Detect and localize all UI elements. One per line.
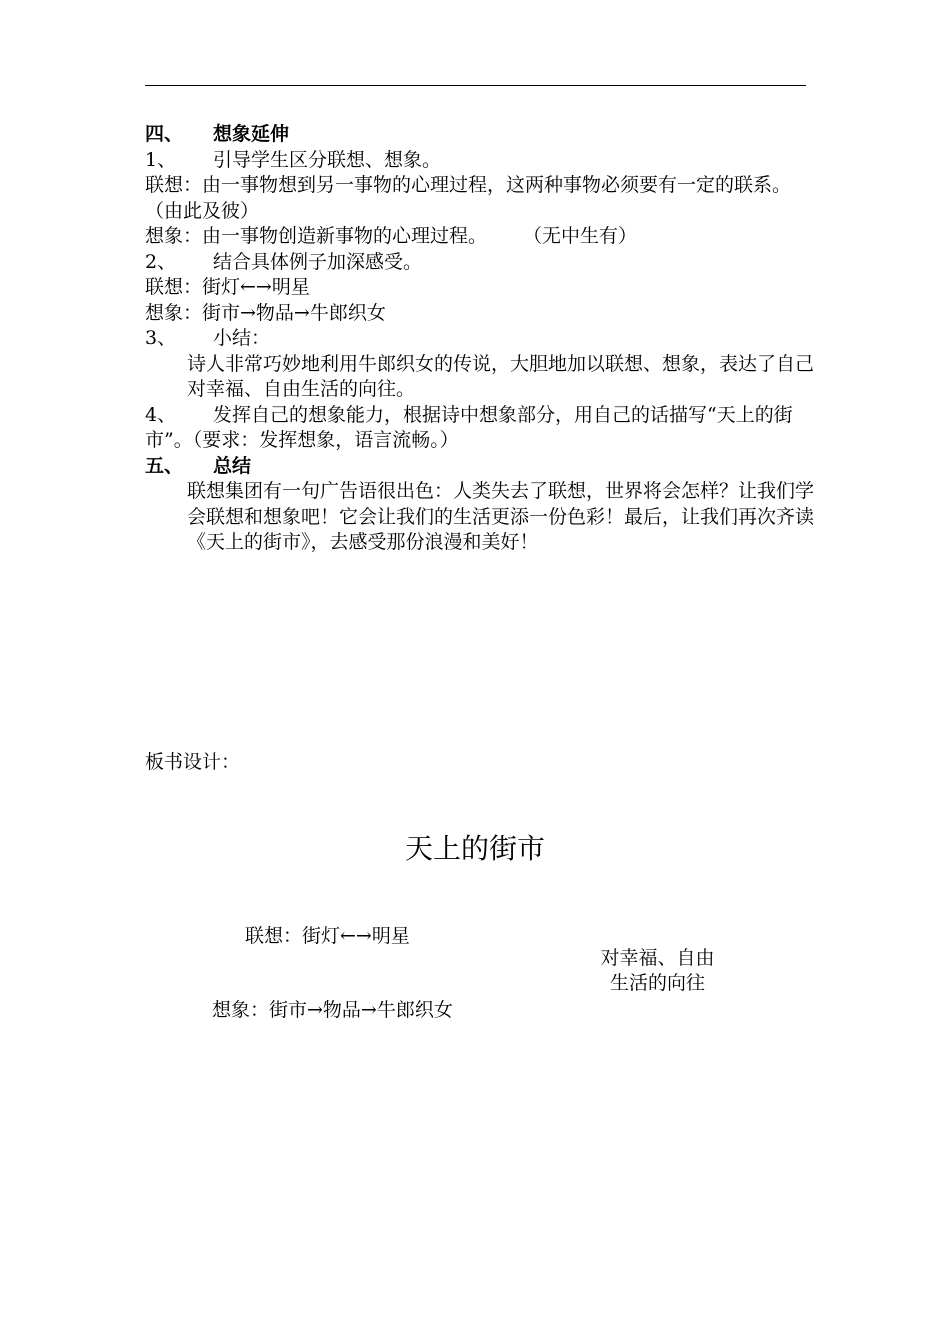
item-1: 1、 引导学生区分联想、想象。 [145,148,442,171]
board-xiangxiang: 想象：街市→物品→牛郎织女 [212,999,453,1021]
header-rule [145,85,806,86]
summary-paragraph: 诗人非常巧妙地利用牛郎织女的传说，大胆地加以联想、想象，表达了自己对幸福、自由生活的向往。 [187,352,815,400]
item-4: 4、 发挥自己的想象能力，根据诗中想象部分，用自己的话描写“天上的街市”。（要求：发挥想象，语言流畅。） [145,403,793,451]
xiangxiang-definition: 想象：由一事物创造新事物的心理过程。 （无中生有） [145,225,638,247]
board-design-label: 板书设计： [145,751,241,773]
conclusion-paragraph: 联想集团有一句广告语很出色：人类失去了联想，世界将会怎样？让我们学会联想和想象吧！它会让我们的生活更添一份色彩！最后，让我们再次齐读《天上的街市》，去感受那份浪漫和美好！ [187,480,815,553]
lianxiang-example: 联想：街灯←→明星 [145,276,310,298]
item-2: 2、 结合具体例子加深感受。 [145,250,423,273]
board-title: 天上的街市 [404,834,545,865]
xiangxiang-example: 想象：街市→物品→牛郎织女 [145,301,386,324]
item-3: 3、 小结： [145,327,271,349]
lianxiang-definition: 联想：由一事物想到另一事物的心理过程，这两种事物必须要有一定的联系。（由此及彼） [145,174,792,222]
board-result-line-2: 生活的向往 [609,972,705,994]
section-4-heading: 四、 想象延伸 [145,123,290,145]
document-body [145,122,820,556]
section-5-heading: 五、 总结 [145,454,252,477]
board-result-line-1: 对幸福、自由 [600,947,715,969]
board-result [580,946,735,996]
board-lianxiang: 联想：街灯←→明星 [245,925,410,947]
